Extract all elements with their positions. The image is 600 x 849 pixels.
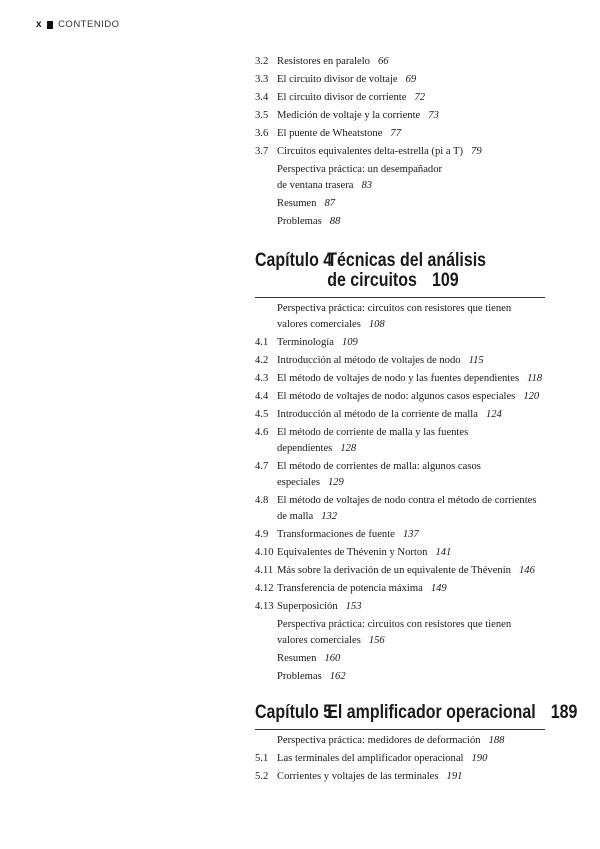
chapter-title — [327, 703, 577, 723]
entry-page: 146 — [518, 565, 535, 576]
chapter-label: Capítulo 4 — [255, 250, 333, 271]
entry-page: 190 — [471, 753, 488, 764]
chapter-page: 189 — [550, 702, 578, 723]
entry-title-line: Perspectiva práctica: un desempañador — [277, 164, 443, 175]
entry-page: 132 — [321, 511, 338, 522]
toc-entry[interactable] — [255, 545, 545, 561]
toc-entry[interactable] — [255, 493, 545, 525]
entry-page: 149 — [430, 583, 447, 594]
toc-entry[interactable] — [255, 353, 545, 369]
chapter-heading — [255, 702, 578, 723]
entry-title — [277, 54, 545, 70]
section-number — [255, 301, 277, 333]
section-number: 4.10 — [255, 547, 274, 558]
entry-page: 153 — [345, 601, 362, 612]
entry-title — [277, 599, 545, 615]
entry-title-line: de ventana trasera — [277, 180, 354, 191]
entry-title — [277, 527, 545, 543]
toc-entry[interactable] — [255, 733, 545, 749]
square-bullet-icon — [47, 21, 53, 29]
toc-entry[interactable] — [255, 371, 545, 387]
entry-title-line: Corrientes y voltajes de las terminales — [277, 771, 439, 782]
section-number — [255, 162, 277, 194]
section-number — [255, 669, 277, 685]
entry-page: 118 — [527, 373, 543, 384]
entry-title-line: de malla — [277, 511, 314, 522]
section-number: 3.4 — [255, 92, 269, 103]
entry-title — [277, 196, 545, 212]
entry-page: 69 — [405, 74, 417, 85]
entry-page: 188 — [488, 735, 505, 746]
entry-list — [255, 301, 545, 685]
section-number: 4.13 — [255, 601, 274, 612]
entry-title-line: El circuito divisor de corriente — [277, 92, 407, 103]
chapter-heading — [255, 251, 499, 291]
section-number: 3.7 — [255, 146, 269, 157]
toc-entry[interactable] — [255, 196, 545, 212]
toc-chapter-4 — [255, 251, 545, 685]
entry-title — [277, 353, 545, 369]
entry-title-line: Terminología — [277, 337, 334, 348]
entry-title-line: El método de corriente de malla y las fuentes — [277, 427, 469, 438]
entry-page: 87 — [324, 198, 336, 209]
toc-section-3 — [255, 52, 545, 230]
entry-title-line: Problemas — [277, 216, 322, 227]
toc-chapter-5 — [255, 702, 578, 785]
entry-page: 79 — [471, 146, 482, 157]
entry-title-line: El método de voltajes de nodo contra el método de corrientes — [277, 495, 537, 506]
entry-title — [277, 108, 545, 124]
entry-title-line: Resumen — [277, 653, 317, 664]
toc-entry[interactable] — [255, 90, 545, 106]
entry-page: 108 — [368, 319, 385, 330]
entry-title-line: valores comerciales — [277, 319, 361, 330]
entry-title — [277, 617, 545, 649]
toc-entry[interactable] — [255, 126, 545, 142]
entry-title-line: Transformaciones de fuente — [277, 529, 395, 540]
section-number: 5.1 — [255, 753, 269, 764]
entry-title-line: Perspectiva práctica: circuitos con resistores que tienen — [277, 303, 512, 314]
entry-title — [277, 301, 545, 333]
entry-title — [277, 493, 545, 525]
toc-entry[interactable] — [255, 459, 545, 491]
chapter-title-line: Técnicas del análisis — [327, 250, 487, 271]
section-number: 5.2 — [255, 771, 269, 782]
entry-page: 83 — [361, 180, 373, 191]
section-number — [255, 733, 277, 749]
entry-title — [277, 769, 545, 785]
toc-entry[interactable] — [255, 769, 545, 785]
entry-title-line: Circuitos equivalentes delta-estrella (pi a T) — [277, 146, 464, 157]
entry-title — [277, 751, 545, 767]
entry-title-line: Problemas — [277, 671, 322, 682]
chapter-title-line: El amplificador operacional — [327, 702, 536, 723]
toc-entry[interactable] — [255, 301, 545, 333]
section-number: 3.2 — [255, 56, 269, 67]
section-number: 4.1 — [255, 337, 269, 348]
entry-title-line: El puente de Wheatstone — [277, 128, 383, 139]
entry-title-line: El método de voltajes de nodo: algunos casos especiales — [277, 391, 516, 402]
entry-title — [277, 581, 545, 597]
section-number: 4.5 — [255, 409, 269, 420]
entry-title — [277, 669, 545, 685]
section-number — [255, 196, 277, 212]
entry-title — [277, 545, 545, 561]
entry-title — [277, 407, 545, 423]
toc-entry[interactable] — [255, 335, 545, 351]
entry-title — [277, 214, 545, 230]
entry-title — [277, 425, 545, 457]
entry-title-line: El circuito divisor de voltaje — [277, 74, 398, 85]
entry-title-line: Resumen — [277, 198, 317, 209]
toc-entry[interactable] — [255, 599, 545, 615]
toc-entry[interactable] — [255, 651, 545, 667]
entry-title — [277, 389, 545, 405]
section-number: 4.7 — [255, 461, 269, 472]
entry-title-line: Perspectiva práctica: circuitos con resistores que tienen — [277, 619, 512, 630]
toc-entry[interactable] — [255, 751, 545, 767]
entry-title-line: Las terminales del amplificador operacional — [277, 753, 464, 764]
section-number — [255, 617, 277, 649]
entry-list — [255, 54, 545, 230]
section-number: 4.2 — [255, 355, 269, 366]
entry-title — [277, 371, 545, 387]
toc-entry[interactable] — [255, 72, 545, 88]
entry-title-line: Medición de voltaje y la corriente — [277, 110, 421, 121]
entry-title-line: Resistores en paralelo — [277, 56, 370, 67]
section-number: 3.6 — [255, 128, 269, 139]
entry-page: 191 — [446, 771, 463, 782]
section-number — [255, 651, 277, 667]
entry-page: 128 — [340, 443, 357, 454]
toc-entry[interactable] — [255, 144, 545, 160]
entry-title — [277, 162, 545, 194]
entry-title-line: El método de corrientes de malla: algunos casos — [277, 461, 481, 472]
entry-title-line: El método de voltajes de nodo y las fuentes dependientes — [277, 373, 520, 384]
divider — [255, 729, 545, 730]
chapter-page: 109 — [431, 270, 459, 291]
toc-entry[interactable] — [255, 617, 545, 649]
chapter-label: Capítulo 5 — [255, 702, 333, 723]
entry-page: 162 — [329, 671, 346, 682]
entry-title-line: Equivalentes de Thévenin y Norton — [277, 547, 428, 558]
section-number: 4.3 — [255, 373, 269, 384]
section-number: 3.5 — [255, 110, 269, 121]
toc-entry[interactable] — [255, 108, 545, 124]
toc-entry[interactable] — [255, 527, 545, 543]
section-number: 4.6 — [255, 427, 269, 438]
toc-entry[interactable] — [255, 162, 545, 194]
entry-list — [255, 733, 545, 785]
toc-entry[interactable] — [255, 669, 545, 685]
entry-title — [277, 733, 545, 749]
entry-page: 141 — [435, 547, 452, 558]
entry-page: 77 — [390, 128, 402, 139]
entry-title — [277, 72, 545, 88]
entry-page: 73 — [428, 110, 439, 121]
entry-title — [277, 335, 545, 351]
entry-title-line: Introducción al método de voltajes de nodo — [277, 355, 461, 366]
entry-page: 72 — [414, 92, 426, 103]
section-number — [255, 214, 277, 230]
entry-page: 109 — [341, 337, 358, 348]
entry-title — [277, 90, 545, 106]
toc-entry[interactable] — [255, 407, 545, 423]
chapter-title — [327, 251, 486, 291]
entry-page: 115 — [468, 355, 484, 366]
section-number: 4.11 — [255, 565, 274, 576]
entry-page: 137 — [402, 529, 419, 540]
toc-entry[interactable] — [255, 54, 545, 70]
entry-page: 66 — [377, 56, 389, 67]
toc-entry[interactable] — [255, 563, 545, 579]
entry-page: 120 — [523, 391, 540, 402]
section-number: 4.8 — [255, 495, 269, 506]
toc-entry[interactable] — [255, 389, 545, 405]
page-number: x — [36, 19, 43, 30]
section-number: 4.12 — [255, 583, 274, 594]
entry-title-line: dependientes — [277, 443, 333, 454]
entry-title — [277, 144, 545, 160]
section-number: 4.9 — [255, 529, 269, 540]
entry-page: 129 — [327, 477, 344, 488]
toc-entry[interactable] — [255, 214, 545, 230]
entry-page: 88 — [329, 216, 341, 227]
entry-title — [277, 126, 545, 142]
entry-title — [277, 651, 545, 667]
toc-entry[interactable] — [255, 425, 545, 457]
toc-entry[interactable] — [255, 581, 545, 597]
divider — [255, 297, 545, 298]
entry-title-line: Perspectiva práctica: medidores de deformación — [277, 735, 481, 746]
entry-page: 156 — [368, 635, 385, 646]
entry-page: 160 — [324, 653, 341, 664]
section-number: 4.4 — [255, 391, 269, 402]
section-number: 3.3 — [255, 74, 269, 85]
entry-title-line: valores comerciales — [277, 635, 361, 646]
entry-title-line: especiales — [277, 477, 320, 488]
running-head — [36, 19, 120, 30]
running-head-title: CONTENIDO — [58, 19, 120, 30]
entry-title — [277, 563, 545, 579]
entry-title-line: Superposición — [277, 601, 338, 612]
entry-title-line: Introducción al método de la corriente de malla — [277, 409, 478, 420]
entry-title — [277, 459, 545, 491]
entry-title-line: Más sobre la derivación de un equivalente de Thévenin — [277, 565, 511, 576]
chapter-title-line: de circuitos — [327, 270, 417, 291]
entry-page: 124 — [485, 409, 502, 420]
entry-title-line: Transferencia de potencia máxima — [277, 583, 423, 594]
